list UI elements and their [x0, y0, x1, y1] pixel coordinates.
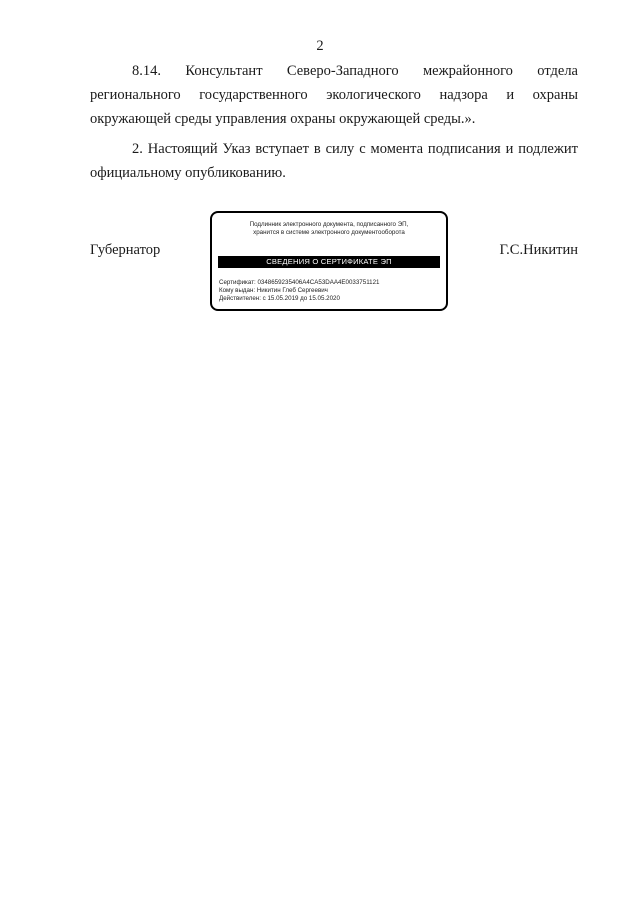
stamp-certificate-info: [219, 279, 440, 303]
stamp-issued-to: Кому выдан: Никитин Глеб Сергеевич: [219, 287, 328, 294]
stamp-note-line-1: Подлинник электронного документа, подписанного ЭП,: [249, 221, 409, 228]
stamp-note-line-2: хранится в системе электронного документооборота: [253, 229, 405, 236]
stamp-note: [218, 221, 440, 237]
stamp-validity: Действителен: с 15.05.2019 до 15.05.2020: [219, 295, 340, 302]
electronic-signature-stamp: [210, 211, 448, 311]
paragraph-8-14: 8.14. Консультант Северо-Западного межрайонного отдела регионального государственного экологического надзора и охраны окружающей среды управления охраны окружающей среды.».: [90, 63, 578, 127]
paragraph-effective-date: 2. Настоящий Указ вступает в силу с момента подписания и подлежит официальному опубликованию.: [90, 141, 578, 181]
signer-name: Г.С.Никитин: [499, 242, 578, 258]
stamp-header: СВЕДЕНИЯ О СЕРТИФИКАТЕ ЭП: [218, 256, 440, 268]
signatory-position: Губернатор: [90, 242, 161, 258]
stamp-certificate-number: Сертификат: 0348659235406A4CA53DAA4E0033751121: [219, 279, 380, 286]
page-number: 2: [316, 38, 324, 54]
